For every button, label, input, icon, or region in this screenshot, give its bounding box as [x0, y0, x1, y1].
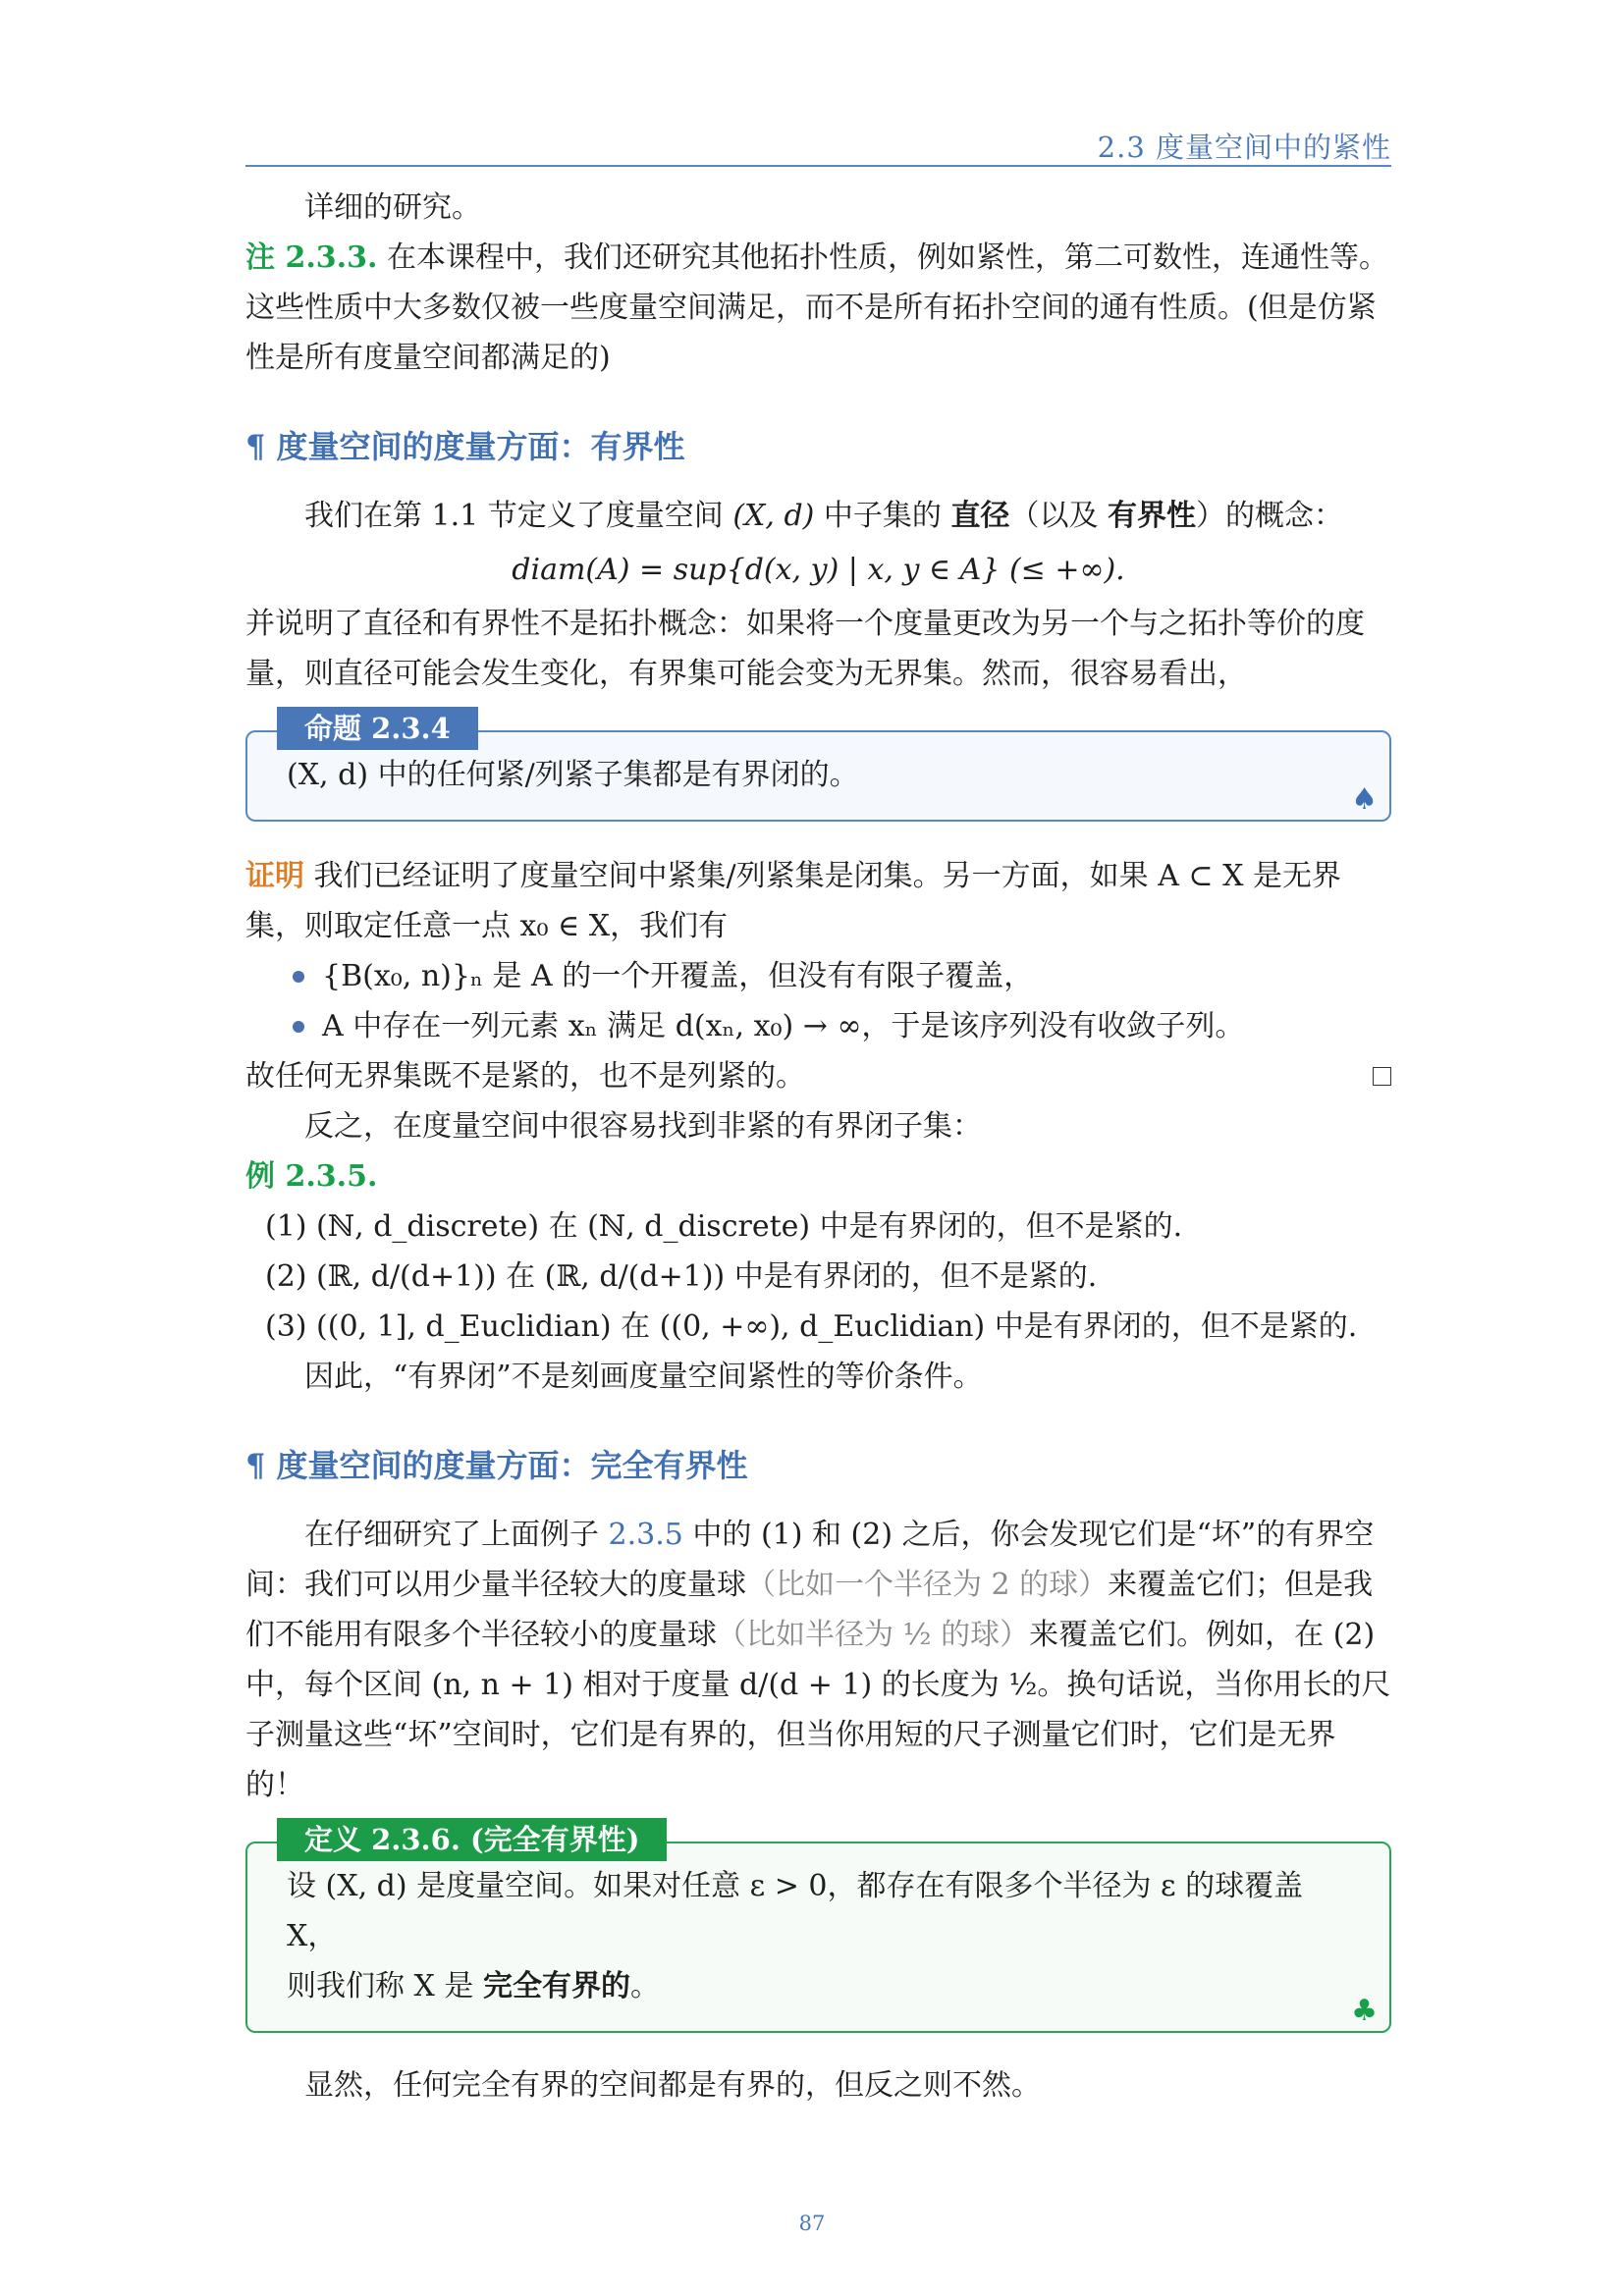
spade-icon: ♠ — [1351, 782, 1378, 817]
page-number: 87 — [798, 2212, 826, 2235]
list-item — [245, 1001, 1391, 1051]
text-run: 则我们称 X 是 — [287, 1969, 483, 2003]
note-text: 在本课程中，我们还研究其他拓扑性质，例如紧性，第二可数性，连通性等。这些性质中大多数仅被一些度量空间满足，而不是所有拓扑空间的通有性质。(但是仿紧性是所有度量空间都满足的) — [245, 240, 1388, 375]
example-reference-link[interactable]: 2.3.5 — [608, 1518, 683, 1552]
diameter-paragraph — [245, 491, 1391, 541]
topology-paragraph: 并说明了直径和有界性不是拓扑概念：如果将一个度量更改为另一个与之拓扑等价的度量，则直径可能会发生变化，有界集可能会变为无界集。然而，很容易看出， — [245, 607, 1365, 691]
definition-label: 定义 2.3.6. (完全有界性) — [277, 1818, 667, 1861]
bullet-text: A 中存在一列元素 xₙ 满足 d(xₙ, x₀) → ∞，于是该序列没有收敛子列。 — [322, 1009, 1245, 1043]
text-run: ）的概念： — [1196, 499, 1343, 533]
text-run: 来覆盖它们；但是我们不能用有限多个半径较小的度量球 — [245, 1568, 1374, 1652]
math-run: (X, d) — [732, 499, 815, 533]
closing-text: 显然，任何完全有界的空间都是有界的，但反之则不然。 — [304, 2068, 1041, 2103]
text-run: 来覆盖它们。例如，在 (2) 中，每个区间 (n, n + 1) 相对于度量 d/(d + 1) 的长度为 ½。换句话说，当你用长的尺子测量这些“坏”空间时，它们是有界的，但当你用短的尺子测量它们时，它们是无界的！ — [245, 1618, 1391, 1802]
note-label: 注 2.3.3. — [245, 240, 378, 275]
definition-text-1: 设 (X, d) 是度量空间。如果对任意 ε > 0，都存在有限多个半径为 ε 的球覆盖 X， — [287, 1869, 1304, 1953]
proposition-text: (X, d) 中的任何紧/列紧子集都是有界闭的。 — [287, 758, 859, 792]
example-item-2: (2) (ℝ, d/(d+1)) 在 (ℝ, d/(d+1)) 中是有界闭的，但不是紧的. — [265, 1259, 1098, 1294]
section-heading-total-boundedness: ¶ 度量空间的度量方面：完全有界性 — [245, 1447, 748, 1484]
bullet-icon — [293, 971, 304, 983]
gray-aside: （比如一个半径为 2 的球） — [746, 1568, 1109, 1602]
definition-text-2 — [287, 1961, 1350, 2011]
example-label: 例 2.3.5. — [245, 1159, 378, 1194]
text-run: 在仔细研究了上面例子 — [304, 1518, 609, 1552]
bold-term-totally-bounded: 完全有界的 — [482, 1969, 630, 2003]
bullet-icon — [293, 1021, 304, 1033]
proof-text: 我们已经证明了度量空间中紧集/列紧集是闭集。另一方面，如果 A ⊂ X 是无界集，则取定任意一点 x₀ ∈ X，我们有 — [245, 859, 1341, 943]
proof-block — [245, 851, 1391, 1101]
definition-box — [245, 1823, 1391, 2033]
text-run: 。 — [629, 1969, 660, 2003]
note-paragraph — [245, 233, 1391, 383]
example-conclusion: 因此，“有界闭”不是刻画度量空间紧性的等价条件。 — [304, 1360, 983, 1394]
example-item-1: (1) (ℕ, d_discrete) 在 (ℕ, d_discrete) 中是有界闭的，但不是紧的. — [265, 1209, 1183, 1244]
diameter-equation: diam(A) = sup{d(x, y) | x, y ∈ A} (≤ +∞). — [512, 553, 1125, 587]
bold-term-boundedness: 有界性 — [1108, 499, 1196, 533]
proof-label: 证明 — [245, 859, 304, 893]
bad-spaces-paragraph — [245, 1510, 1391, 1810]
proposition-label: 命题 2.3.4 — [277, 707, 478, 750]
proof-conclusion — [245, 1051, 1391, 1101]
text-run: 中的 (1) 和 (2) 之后，你会发现它们是“坏”的有界空间：我们可以用少量半径较大的度量球 — [245, 1518, 1375, 1602]
converse-text: 反之，在度量空间中很容易找到非紧的有界闭子集： — [304, 1109, 982, 1144]
text-run: 我们在第 1.1 节定义了度量空间 — [304, 499, 733, 533]
qed-icon — [1373, 1067, 1391, 1086]
bullet-text: {B(x₀, n)}ₙ 是 A 的一个开覆盖，但没有有限子覆盖， — [322, 959, 1034, 993]
continuation-text: 详细的研究。 — [304, 190, 481, 225]
page-content — [245, 183, 1391, 2110]
gray-aside: （比如半径为 ½ 的球） — [717, 1618, 1030, 1652]
proof-conclusion-text: 故任何无界集既不是紧的，也不是列紧的。 — [245, 1059, 805, 1094]
example-item-3: (3) ((0, 1], d_Euclidian) 在 ((0, +∞), d_Euclidian) 中是有界闭的，但不是紧的. — [265, 1309, 1358, 1344]
proof-intro — [245, 851, 1391, 951]
header-title: 2.3 度量空间中的紧性 — [1097, 131, 1391, 164]
proposition-box — [245, 712, 1391, 822]
text-run: 中子集的 — [814, 499, 951, 533]
list-item — [245, 951, 1391, 1001]
club-icon: ♣ — [1351, 1994, 1378, 2028]
running-header — [245, 126, 1391, 167]
section-heading-boundedness: ¶ 度量空间的度量方面：有界性 — [245, 428, 685, 465]
text-run: （以及 — [1009, 499, 1108, 533]
bold-term-diameter: 直径 — [950, 499, 1010, 533]
